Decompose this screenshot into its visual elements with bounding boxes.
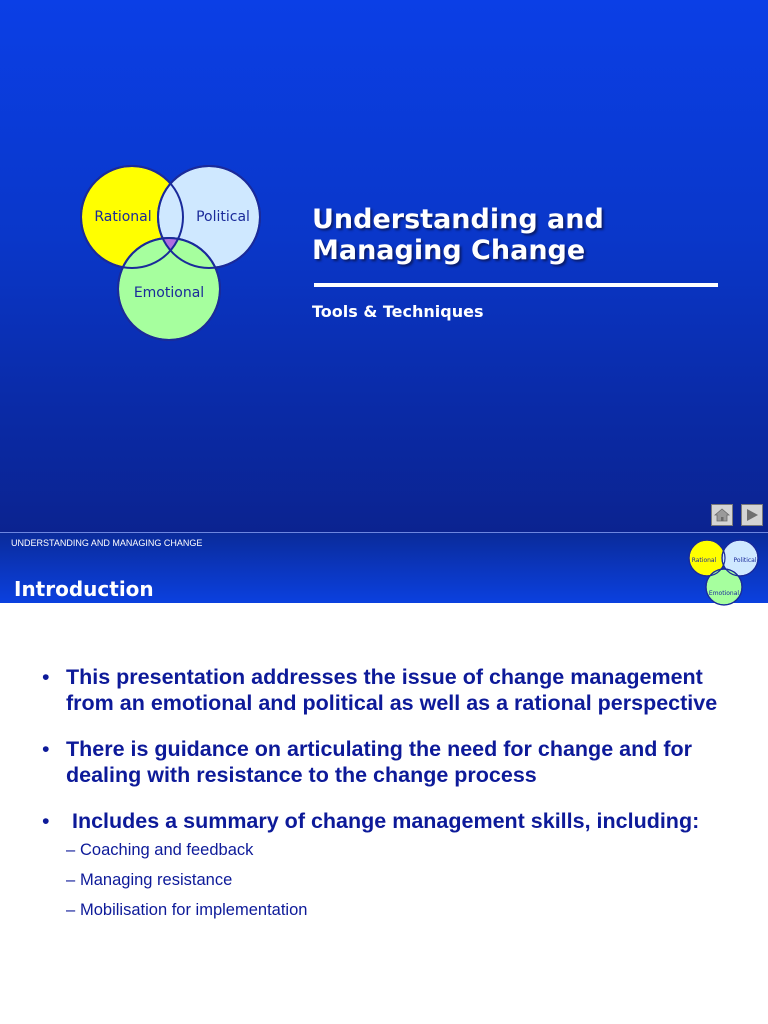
slide-subtitle: Tools & Techniques <box>312 302 484 321</box>
title-line-2: Managing Change <box>312 235 586 266</box>
sub-marker: – <box>66 871 76 889</box>
bullet-text: There is guidance on articulating the need for change and for dealing with resistance to the change process <box>66 737 692 787</box>
sub-marker: – <box>66 901 76 919</box>
section-title: Introduction <box>14 577 154 601</box>
rational-label-small: Rational <box>691 557 717 564</box>
bullet-text: Includes a summary of change management skills, including: <box>66 809 700 833</box>
bullet-item <box>40 736 730 788</box>
play-icon <box>745 508 759 522</box>
sub-item-text: Mobilisation for implementation <box>80 901 308 919</box>
bullet-marker: • <box>42 737 50 761</box>
venn-logo <box>687 537 763 609</box>
next-slide-button[interactable] <box>741 504 763 526</box>
bullet-list <box>40 664 730 941</box>
slide-header <box>0 532 768 603</box>
title-divider <box>314 283 718 287</box>
bullet-item <box>40 664 730 716</box>
home-button[interactable] <box>711 504 733 526</box>
slide-title <box>312 204 732 266</box>
header-caption: UNDERSTANDING AND MANAGING CHANGE <box>11 538 203 548</box>
sub-item <box>66 870 730 891</box>
content-slide <box>0 532 768 1024</box>
political-label: Political <box>196 209 250 225</box>
sub-item <box>66 900 730 921</box>
title-line-1: Understanding and <box>312 204 604 235</box>
sub-item-text: Managing resistance <box>80 871 233 889</box>
sub-list <box>66 840 730 921</box>
venn-diagram <box>70 155 270 345</box>
bullet-item <box>40 808 730 921</box>
bullet-marker: • <box>42 665 50 689</box>
emotional-label-small: Emotional <box>708 590 740 597</box>
rational-label: Rational <box>94 209 152 225</box>
emotional-label: Emotional <box>133 285 205 301</box>
sub-marker: – <box>66 841 76 859</box>
political-label-small: Political <box>733 557 757 564</box>
bullet-text: This presentation addresses the issue of change management from an emotional and political as well as a rational perspective <box>66 665 718 715</box>
bullet-marker: • <box>42 809 50 833</box>
home-icon <box>714 508 730 522</box>
sub-item-text: Coaching and feedback <box>80 841 254 859</box>
sub-item <box>66 840 730 861</box>
